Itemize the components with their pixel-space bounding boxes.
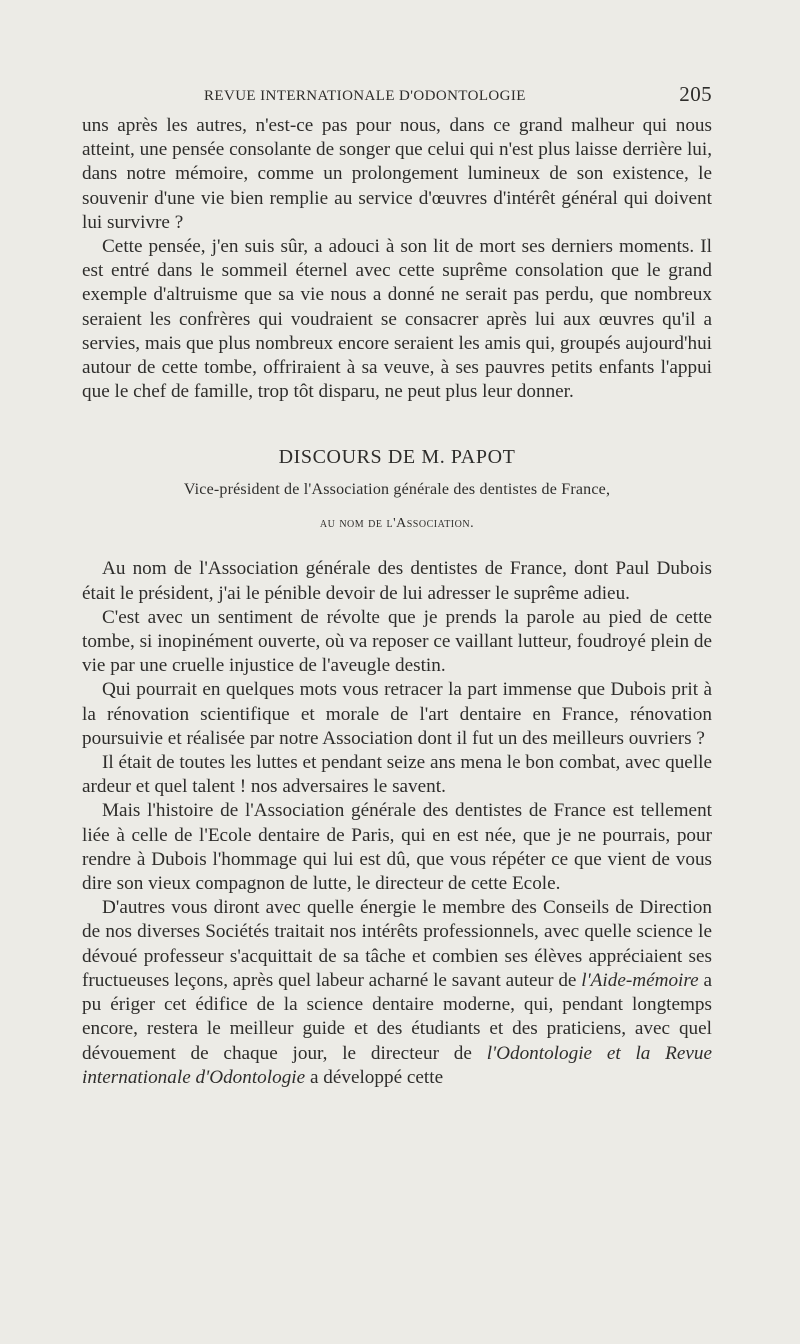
text-run: a pu ériger cet édifice de la science dentaire moderne, qui, pendant longtemps encore, restera le meilleur guide et des étudiants et des praticiens, avec quel dévouement de chaque jour, le directeur de: [82, 969, 712, 1064]
paragraph: Qui pourrait en quelques mots vous retracer la part immense que Dubois prit à la rénovation scientifique et morale de l'art dentaire en France, rénovation poursuivie et réalisée par notre Association dont il fut un des meilleurs ouvriers ?: [82, 679, 712, 749]
running-header: [82, 78, 712, 114]
section-subtitle-secondary: au nom de l'Association.: [319, 516, 475, 532]
paragraph: C'est avec un sentiment de révolte que je prends la parole au pied de cette tombe, si inopinément ouverte, où va reposer ce vaillant lutteur, foudroyé plein de vie par une cruelle injustice de l'aveugle destin.: [82, 606, 712, 677]
section-subtitle: Vice-président de l'Association générale des dentistes de France,: [183, 481, 611, 499]
paragraph: Cette pensée, j'en suis sûr, a adouci à son lit de mort ses derniers moments. Il est entré dans le sommeil éternel avec cette suprême consolation que le grand exemple d'altruisme que sa vie nous a donné ne serait pas perdu, que nombreux seraient les confrères qui voudraient se consacrer après lui aux œuvres qu'il a servies, mais que plus nombreux encore seraient les amis qui, groupés aujourd'hui autour de cette tombe, offriraient à sa veuve, à ses pauvres petits enfants l'appui que le chef de famille, trop tôt disparu, ne peut plus leur donner.: [82, 236, 712, 403]
journal-names: l'Odontologie et la Revue internationale d'Odontologie: [82, 1042, 712, 1088]
paragraph: Mais l'histoire de l'Association générale des dentistes de France est tellement liée à celle de l'Ecole dentaire de Paris, qui en est née, que je ne pourrais, pour rendre à Dubois l'hommage qui lui est dû, que vous répéter ce que vient de vous dire son vieux compagnon de lutte, le directeur de cette Ecole.: [82, 800, 712, 895]
text-run: a développé cette: [305, 1066, 444, 1088]
page-number: 205: [679, 82, 712, 106]
paragraph: Il était de toutes les luttes et pendant seize ans mena le bon combat, avec quelle ardeur et quel talent ! nos adversaires le savent.: [82, 752, 712, 798]
text-run: D'autres vous diront avec quelle énergie le membre des Conseils de Direction de nos diverses Sociétés traitait nos intérêts professionnels, avec quelle science le dévoué professeur s'acquittait de sa tâche et combien ses élèves appréciaient ses fructueuses leçons, après quel labeur acharné le savant auteur de: [82, 897, 712, 991]
paragraph: Au nom de l'Association générale des dentistes de France, dont Paul Dubois était le président, j'ai le pénible devoir de lui adresser le suprême adieu.: [82, 558, 712, 604]
document-page: [82, 78, 712, 1090]
intro-text: [82, 114, 712, 404]
paragraph: [82, 896, 712, 1090]
section-title: DISCOURS DE M. PAPOT: [278, 446, 516, 469]
paragraph: uns après les autres, n'est-ce pas pour nous, dans ce grand malheur qui nous atteint, une pensée consolante de songer que celui qui n'est plus laisse derrière lui, dans notre mémoire, comme un prolongement lumineux de son existence, le souvenir d'une vie bien remplie au service d'œuvres d'intérêt général qui doivent lui survivre ?: [82, 115, 712, 233]
book-title: l'Aide-mémoire: [581, 969, 699, 991]
speech-text: [82, 557, 712, 1089]
journal-title: REVUE INTERNATIONALE D'ODONTOLOGIE: [204, 88, 526, 104]
